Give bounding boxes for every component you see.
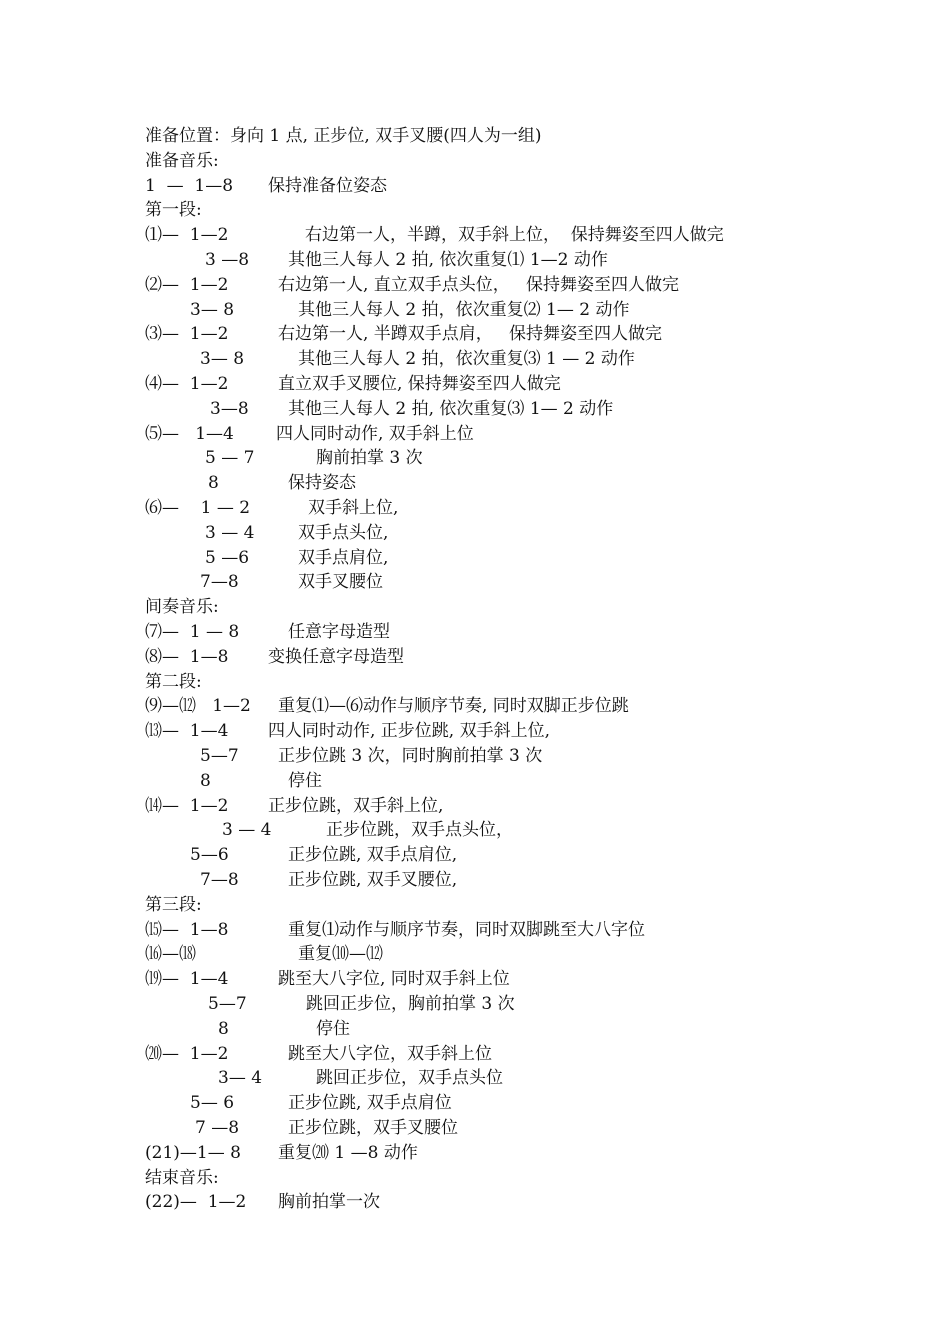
line-label: 准备位置：身向 1 点, 正步位, 双手叉腰(四人为一组): [145, 126, 542, 146]
line-label: 5—7: [208, 994, 247, 1014]
line-label: 3— 4: [218, 1068, 263, 1089]
text-line: [0, 223, 950, 248]
line-label: ⑷— 1—2: [145, 374, 229, 394]
line-label: ⑺— 1 — 8: [145, 622, 240, 642]
line-label: ⒀— 1—4: [145, 721, 229, 742]
line-text: 四人同时动作, 正步位跳, 双手斜上位,: [268, 721, 551, 742]
line-text: 停住: [288, 770, 322, 791]
line-label: 3 —8: [205, 250, 250, 270]
line-text: 跳回正步位，双手点头位: [316, 1068, 503, 1089]
line-label: ⑹— 1 — 2: [145, 498, 251, 518]
text-line: [0, 769, 950, 794]
line-text: 双手斜上位,: [308, 498, 399, 518]
text-line: [0, 620, 950, 645]
line-label: 7—8: [200, 870, 239, 890]
text-line: [0, 992, 950, 1017]
line-label: ⒃—⒅: [145, 944, 196, 965]
line-text: 正步位跳, 双手点肩位,: [288, 845, 458, 866]
text-line: [0, 1066, 950, 1091]
text-line: [0, 124, 950, 149]
line-label: 3—8: [210, 398, 249, 419]
line-label: ⒁— 1—2: [145, 795, 229, 816]
line-text: 直立双手叉腰位, 保持舞姿至四人做完: [278, 374, 561, 394]
line-label: 第三段:: [145, 894, 202, 915]
text-line: [0, 372, 950, 397]
line-text: 正步位跳，双手点头位，: [326, 820, 513, 841]
line-label: 第二段:: [145, 671, 202, 692]
text-line: [0, 1091, 950, 1116]
line-label: 5—7: [200, 746, 239, 766]
text-line: [0, 1017, 950, 1042]
line-text: 正步位跳, 双手叉腰位,: [288, 870, 458, 890]
line-label: 3 — 4: [205, 522, 255, 543]
line-text: 其他三人每人 2 拍, 依次重复⑶ 1— 2 动作: [288, 398, 614, 419]
text-line: [0, 273, 950, 298]
line-label: 7 —8: [195, 1118, 240, 1138]
line-text: 四人同时动作, 双手斜上位: [276, 423, 474, 444]
line-label: ⑵— 1—2: [145, 274, 229, 295]
line-label: 8: [218, 1018, 229, 1039]
text-line: [0, 670, 950, 695]
line-text: 正步位跳 3 次，同时胸前拍掌 3 次: [278, 746, 543, 766]
text-line: [0, 942, 950, 967]
line-label: ⒆— 1—4: [145, 969, 229, 990]
text-line: [0, 794, 950, 819]
line-text: 右边第一人, 直立双手点头位， 保持舞姿至四人做完: [278, 274, 680, 295]
text-line: [0, 818, 950, 843]
text-line: [0, 1166, 950, 1191]
line-label: ⒂— 1—8: [145, 919, 229, 940]
line-label: 准备音乐:: [145, 150, 219, 171]
line-text: 其他三人每人 2 拍，依次重复⑶ 1 — 2 动作: [298, 349, 635, 370]
line-label: 7—8: [200, 572, 239, 593]
line-text: 双手点肩位,: [298, 547, 389, 568]
text-line: [0, 719, 950, 744]
text-line: [0, 298, 950, 323]
line-label: 1 — 1—8: [145, 175, 234, 196]
text-line: [0, 694, 950, 719]
line-text: 右边第一人，半蹲，双手斜上位， 保持舞姿至四人做完: [305, 225, 724, 246]
line-label: 5—6: [190, 845, 229, 866]
text-line: [0, 546, 950, 571]
text-line: [0, 149, 950, 174]
line-text: 任意字母造型: [288, 622, 390, 642]
line-label: 第一段:: [145, 200, 202, 221]
text-line: [0, 446, 950, 471]
text-line: [0, 496, 950, 521]
line-text: 跳至大八字位, 同时双手斜上位: [278, 969, 510, 990]
line-text: 重复⒇ 1 —8 动作: [278, 1142, 418, 1163]
line-label: (22)— 1—2: [145, 1192, 247, 1213]
line-label: ⒇— 1—2: [145, 1043, 229, 1064]
line-label: 5 — 7: [205, 448, 255, 469]
line-text: 重复⑴—⑹动作与顺序节奏, 同时双脚正步位跳: [278, 696, 629, 717]
line-label: 5— 6: [190, 1093, 235, 1114]
line-text: 正步位跳, 双手点肩位: [288, 1093, 452, 1114]
text-line: [0, 422, 950, 447]
line-text: 胸前拍掌 3 次: [316, 448, 423, 469]
text-line: [0, 918, 950, 943]
text-line: [0, 893, 950, 918]
line-label: 3— 8: [190, 299, 235, 320]
line-label: 8: [208, 473, 219, 494]
line-text: 保持姿态: [288, 473, 356, 494]
line-label: 结束音乐:: [145, 1167, 219, 1188]
text-line: [0, 174, 950, 199]
line-label: 间奏音乐:: [145, 597, 219, 618]
line-text: 跳至大八字位，双手斜上位: [288, 1043, 492, 1064]
text-line: [0, 744, 950, 769]
line-text: 跳回正步位，胸前拍掌 3 次: [306, 994, 515, 1014]
line-text: 重复⑽—⑿: [298, 944, 383, 965]
line-text: 重复⑴动作与顺序节奏，同时双脚跳至大八字位: [288, 919, 645, 940]
text-line: [0, 645, 950, 670]
line-label: ⑶— 1—2: [145, 324, 229, 345]
line-label: ⑴— 1—2: [145, 225, 229, 246]
text-line: [0, 1042, 950, 1067]
line-label: ⑻— 1—8: [145, 646, 229, 667]
line-text: 保持准备位姿态: [268, 175, 387, 196]
text-line: [0, 1141, 950, 1166]
text-line: [0, 868, 950, 893]
text-line: [0, 322, 950, 347]
line-text: 胸前拍掌一次: [278, 1192, 380, 1213]
line-text: 右边第一人, 半蹲双手点肩， 保持舞姿至四人做完: [278, 324, 663, 345]
text-line: [0, 1116, 950, 1141]
text-line: [0, 843, 950, 868]
line-label: 3 — 4: [222, 820, 272, 841]
line-label: ⑼—⑿ 1—2: [145, 696, 251, 717]
line-text: 其他三人每人 2 拍, 依次重复⑴ 1—2 动作: [288, 250, 608, 270]
text-line: [0, 397, 950, 422]
text-line: [0, 521, 950, 546]
line-text: 正步位跳，双手斜上位,: [268, 795, 444, 816]
text-line: [0, 248, 950, 273]
line-text: 双手点头位,: [298, 522, 389, 543]
line-text: 正步位跳，双手叉腰位: [288, 1118, 458, 1138]
text-line: [0, 967, 950, 992]
line-label: 8: [200, 770, 211, 791]
line-text: 停住: [316, 1018, 350, 1039]
text-line: [0, 595, 950, 620]
line-text: 变换任意字母造型: [268, 646, 404, 667]
text-line: [0, 570, 950, 595]
text-line: [0, 347, 950, 372]
text-line: [0, 1190, 950, 1215]
line-label: 3— 8: [200, 349, 245, 370]
line-label: ⑸— 1—4: [145, 423, 234, 444]
line-label: (21)—1— 8: [145, 1142, 241, 1163]
line-text: 其他三人每人 2 拍，依次重复⑵ 1— 2 动作: [298, 299, 630, 320]
text-line: [0, 198, 950, 223]
line-label: 5 —6: [205, 547, 250, 568]
text-line: [0, 471, 950, 496]
line-text: 双手叉腰位: [298, 572, 383, 593]
